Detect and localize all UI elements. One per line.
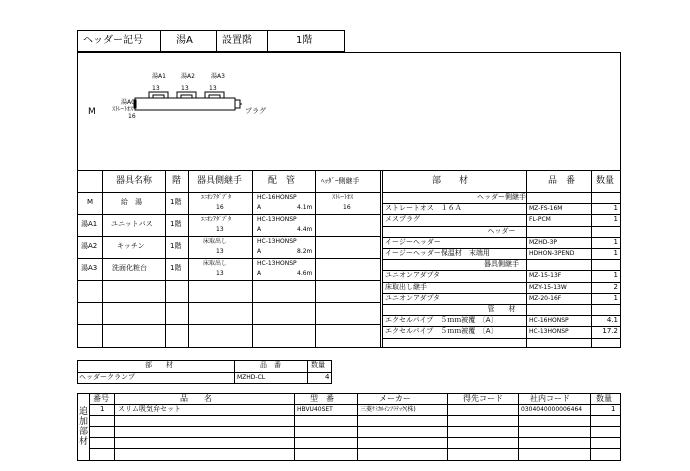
material-code: MZ-20-16F <box>529 295 562 302</box>
side-label-4: 材 <box>79 437 89 447</box>
material-qty: 4.1 <box>606 316 618 324</box>
material-name: ユニオンアダプタ <box>385 294 441 302</box>
port-label-1: 湯A1 <box>152 73 166 80</box>
add-row-internal-code: 0304040000006464 <box>521 406 583 413</box>
floor-label: 設置階 <box>222 35 252 46</box>
fixture-header-hjoint: ﾍｯﾀﾞｰ側継手 <box>321 177 360 185</box>
material-qty: 17.2 <box>602 327 618 335</box>
row-floor: 1階 <box>170 220 182 228</box>
row-pipe-len: 4.1m <box>297 204 313 211</box>
row-joint-size: 13 <box>216 248 224 255</box>
row-name: キッチン <box>117 242 145 250</box>
row-name: ユニットバス <box>111 220 153 228</box>
clamp-name: ヘッダークランプ <box>79 373 135 381</box>
row-joint-size: 13 <box>216 270 224 277</box>
row-name: 洗面化粧台 <box>112 264 147 272</box>
clamp-header-code: 品 番 <box>260 361 281 369</box>
fixture-header-floor: 階 <box>172 176 182 186</box>
add-header-no: 番号 <box>93 394 109 403</box>
clamp-header-name: 部 材 <box>145 361 173 369</box>
row-floor: 1階 <box>170 198 182 206</box>
clamp-code: MZHD-CL <box>237 374 266 381</box>
row-joint-size: 13 <box>216 226 224 233</box>
row-joint: ﾕﾆｵﾝｱﾀﾞﾌﾟﾀ <box>201 216 232 223</box>
material-code: MZY-15-13W <box>529 284 567 291</box>
header-symbol-label: ヘッダー記号 <box>83 35 143 46</box>
material-name: メスプラグ <box>385 215 420 223</box>
row-code: 湯A1 <box>81 220 98 228</box>
row-name: 給 湯 <box>121 198 142 206</box>
row-joint: ﾕﾆｵﾝｱﾀﾞﾌﾟﾀ <box>201 194 232 201</box>
side-label-2: 加 <box>79 417 89 427</box>
row-pipe-a: A <box>257 270 262 277</box>
row-floor: 1階 <box>170 242 182 250</box>
port-label-3: 湯A3 <box>211 73 225 80</box>
add-row-maker: 三菱ｹﾐｶﾙｲﾝﾌﾗﾃｯｸ(株) <box>360 406 416 413</box>
row-pipe: HC-13HONSP <box>257 216 297 223</box>
add-header-name: 品 名 <box>180 394 212 403</box>
row-pipe-a: A <box>257 248 262 255</box>
materials-section-label: 管 材 <box>487 305 516 313</box>
side-label-3: 部 <box>79 427 89 437</box>
materials-section-label: ヘッダー側継手 <box>477 193 526 201</box>
clamp-header-qty: 数量 <box>311 361 325 369</box>
material-name: エクセルパイプ ５ｍｍ被覆 〔A〕 <box>385 327 498 335</box>
port-label-2: 湯A2 <box>181 73 195 80</box>
row-pipe: HC-16HONSP <box>257 194 297 201</box>
material-code: HC-16HONSP <box>529 317 569 324</box>
row-pipe-a: A <box>257 226 262 233</box>
material-name: イージーヘッダー <box>385 238 441 246</box>
add-header-qty: 数量 <box>596 394 612 403</box>
material-qty: 1 <box>613 215 618 223</box>
floor-value: 1階 <box>296 35 313 46</box>
row-code: M <box>87 198 94 206</box>
material-name: エクセルパイプ ５ｍｍ被覆 〔A〕 <box>385 316 498 324</box>
row-joint: 床取出し <box>203 238 228 245</box>
fixture-header-name: 器具名称 <box>116 176 153 186</box>
row-pipe-len: 8.2m <box>297 248 313 255</box>
header-symbol-value: 湯A <box>176 35 193 46</box>
material-qty: 1 <box>613 271 618 279</box>
header-diagram <box>77 53 621 169</box>
side-label-1: 追 <box>79 407 89 417</box>
material-name: イージーヘッダー保温材 末端用 <box>385 249 490 257</box>
row-hjoint: ｽﾄﾚｰﾄｵｽ <box>332 194 354 201</box>
material-name: ストレートオス １６Ａ <box>385 204 462 212</box>
row-pipe-len: 4.6m <box>297 270 313 277</box>
add-header-client-code: 得先コード <box>463 394 503 403</box>
add-row-name: スリム吸気弁セット <box>118 405 181 413</box>
diagram-m-label: M <box>88 107 96 117</box>
row-pipe: HC-13HONSP <box>257 238 297 245</box>
material-qty: 1 <box>613 294 618 302</box>
material-code: HC-13HONSP <box>529 328 569 335</box>
inlet-size: 16 <box>128 113 136 120</box>
row-pipe-a: A <box>257 204 262 211</box>
materials-header-code: 品 番 <box>548 176 576 186</box>
row-floor: 1階 <box>170 264 182 272</box>
materials-header-qty: 数量 <box>596 176 615 186</box>
materials-section-label: ヘッダー <box>487 227 516 235</box>
add-header-internal-code: 社内コード <box>530 394 570 403</box>
fixture-header-pipe: 配 管 <box>268 176 296 186</box>
port-size-2: 13 <box>181 85 189 92</box>
material-code: MZ-FS-16M <box>529 205 563 212</box>
material-code: MZHD-3P <box>529 239 558 246</box>
fixture-header-joint: 器具側継手 <box>197 176 243 186</box>
row-pipe: HC-13HONSP <box>257 260 297 267</box>
add-header-model: 型 番 <box>310 394 334 403</box>
material-code: MZ-15-13F <box>529 272 562 279</box>
material-code: FL-PCM <box>529 216 551 223</box>
material-name: 床取出し継手 <box>385 283 427 291</box>
add-header-maker: メーカー <box>379 394 411 403</box>
inlet-joint: ｽﾄﾚｰﾄｵｽ <box>112 106 134 113</box>
port-size-3: 13 <box>209 85 217 92</box>
port-size-1: 13 <box>152 85 160 92</box>
material-qty: 1 <box>613 249 618 257</box>
row-code: 湯A3 <box>81 264 98 272</box>
plug-label: プラグ <box>245 107 266 115</box>
add-row-model: HBVU40SET <box>297 406 333 413</box>
row-code: 湯A2 <box>81 242 98 250</box>
material-name: ユニオンアダプタ <box>385 271 441 279</box>
material-qty: 1 <box>613 238 618 246</box>
materials-section-label: 器具側継手 <box>484 260 519 268</box>
add-row-qty: 1 <box>611 405 616 413</box>
row-joint-size: 16 <box>216 204 224 211</box>
materials-header-name: 部 材 <box>432 176 469 186</box>
material-qty: 2 <box>613 283 618 291</box>
add-row-no: 1 <box>100 405 105 413</box>
material-code: HDHON-3PEND <box>529 250 575 257</box>
clamp-qty: 4 <box>325 373 330 381</box>
row-pipe-len: 4.4m <box>297 226 313 233</box>
material-qty: 1 <box>613 204 618 212</box>
row-joint: 床取出し <box>203 260 228 267</box>
inlet-label: 湯A0 <box>121 99 135 106</box>
row-hjoint-size: 16 <box>343 204 351 211</box>
